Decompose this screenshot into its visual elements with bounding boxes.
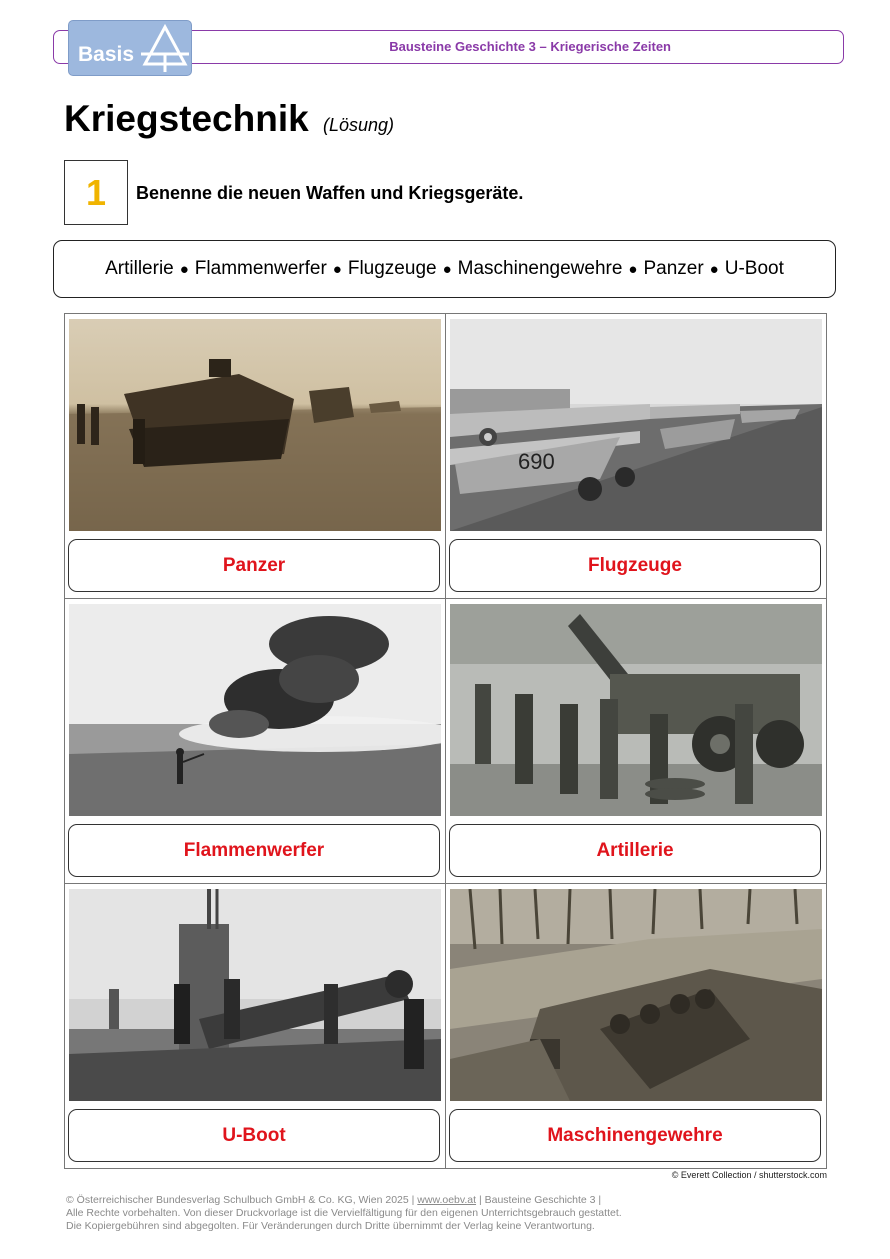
footer xyxy=(66,1194,622,1233)
answer-box: Artillerie xyxy=(449,824,821,877)
word-bank-item: U-Boot xyxy=(724,258,784,279)
answer-box: Panzer xyxy=(68,539,440,592)
answer-box: Maschinengewehre xyxy=(449,1109,821,1162)
logo-text: Basis xyxy=(78,43,135,66)
word-bank-item: Flugzeuge xyxy=(347,258,437,279)
artillery-gun-crew-photo xyxy=(450,604,822,816)
photo-grid xyxy=(64,313,827,1169)
footer-line-2: Alle Rechte vorbehalten. Von dieser Druckvorlage ist die Vervielfältigung für den eigenen Unterrichtsgebrauch gestattet. xyxy=(66,1207,622,1219)
task-instruction: Benenne die neuen Waffen und Kriegsgeräte. xyxy=(136,183,524,203)
card-panzer xyxy=(65,314,446,599)
tanks-battlefield-photo xyxy=(69,319,441,531)
card-u-boot xyxy=(65,884,446,1168)
word-bank-item: Flammenwerfer xyxy=(194,258,327,279)
word-bank-item: Panzer xyxy=(643,258,704,279)
bullet-icon: ● xyxy=(179,260,189,278)
trench-machine-gun-photo xyxy=(450,889,822,1101)
footer-line-3: Die Kopiergebühren sind abgegolten. Für Veränderungen durch Dritte übernimmt der Verlag keine Verantwortung. xyxy=(66,1220,595,1232)
bullet-icon: ● xyxy=(709,260,719,278)
task-number: 1 xyxy=(64,160,128,225)
answer-box: U-Boot xyxy=(68,1109,440,1162)
svg-text:690: 690 xyxy=(518,449,555,474)
triangle-logo-icon xyxy=(141,24,189,74)
bullet-icon: ● xyxy=(628,260,638,278)
submarine-crew-photo xyxy=(69,889,441,1101)
flamethrower-smoke-photo xyxy=(69,604,441,816)
bullet-icon: ● xyxy=(442,260,452,278)
basis-logo xyxy=(68,20,192,76)
page-subtitle: (Lösung) xyxy=(322,115,395,135)
answer-box: Flammenwerfer xyxy=(68,824,440,877)
header-title: Bausteine Geschichte 3 – Kriegerische Zeiten xyxy=(389,39,671,54)
publisher-link[interactable]: www.oebv.at xyxy=(417,1194,477,1206)
page-title-text: Kriegstechnik xyxy=(64,98,309,139)
page-title xyxy=(64,98,394,140)
word-bank-item: Artillerie xyxy=(105,258,174,279)
footer-copyright: © Österreichischer Bundesverlag Schulbuch GmbH & Co. KG, Wien 2025 | xyxy=(66,1194,418,1206)
footer-series: | Bausteine Geschichte 3 | xyxy=(476,1194,602,1206)
answer-box: Flugzeuge xyxy=(449,539,821,592)
card-flammenwerfer xyxy=(65,599,446,884)
footer-line-1 xyxy=(66,1194,622,1207)
bullet-icon: ● xyxy=(332,260,342,278)
card-flugzeuge xyxy=(446,314,827,599)
word-bank xyxy=(53,240,836,298)
photo-credit: © Everett Collection / shutterstock.com xyxy=(671,1170,827,1180)
word-bank-item: Maschinengewehre xyxy=(457,258,623,279)
card-artillerie xyxy=(446,599,827,884)
biplanes-airfield-photo xyxy=(450,319,822,531)
card-maschinengewehre xyxy=(446,884,827,1168)
